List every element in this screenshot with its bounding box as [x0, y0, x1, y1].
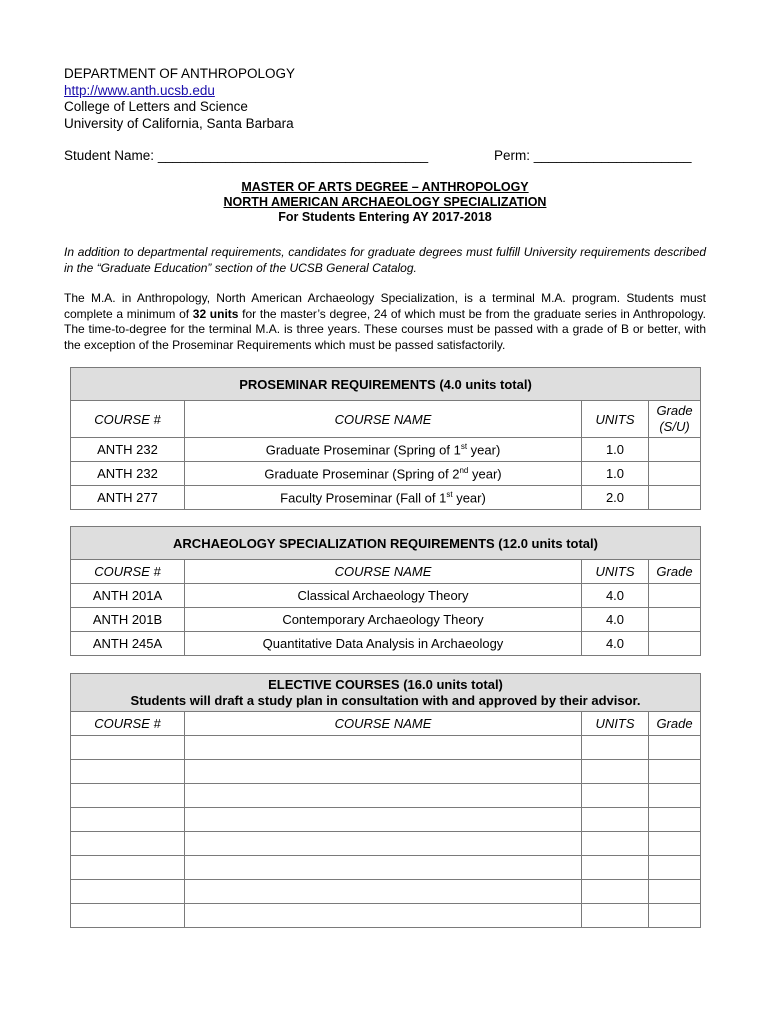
col-grade: Grade — [649, 712, 701, 736]
course-units: 1.0 — [582, 438, 649, 462]
col-course: COURSE # — [71, 560, 185, 584]
document-title — [64, 180, 706, 225]
elective-units-cell[interactable] — [582, 880, 649, 904]
elective-course-cell[interactable] — [71, 736, 185, 760]
course-units: 4.0 — [582, 584, 649, 608]
course-number: ANTH 277 — [71, 486, 185, 510]
table-row — [71, 486, 701, 510]
elective-name-cell[interactable] — [185, 832, 582, 856]
elective-grade-cell[interactable] — [649, 784, 701, 808]
col-course-name: COURSE NAME — [185, 401, 582, 438]
title-specialization: NORTH AMERICAN ARCHAEOLOGY SPECIALIZATION — [223, 195, 547, 209]
student-name-label: Student Name: — [64, 148, 155, 163]
col-course-name: COURSE NAME — [185, 712, 582, 736]
elective-course-cell[interactable] — [71, 856, 185, 880]
course-number: ANTH 245A — [71, 632, 185, 656]
col-grade: Grade — [649, 560, 701, 584]
elective-course-cell[interactable] — [71, 880, 185, 904]
university-name: University of California, Santa Barbara — [64, 115, 294, 131]
elective-grade-cell[interactable] — [649, 808, 701, 832]
course-units: 4.0 — [582, 608, 649, 632]
col-course: COURSE # — [71, 401, 185, 438]
elective-name-cell[interactable] — [185, 736, 582, 760]
elective-course-cell[interactable] — [71, 784, 185, 808]
elective-row — [71, 784, 701, 808]
elective-units-cell[interactable] — [582, 760, 649, 784]
elective-name-cell[interactable] — [185, 808, 582, 832]
elective-units-cell[interactable] — [582, 736, 649, 760]
elective-grade-cell[interactable] — [649, 880, 701, 904]
grade-cell[interactable] — [649, 486, 701, 510]
elective-grade-cell[interactable] — [649, 760, 701, 784]
elective-name-cell[interactable] — [185, 784, 582, 808]
col-units: UNITS — [582, 560, 649, 584]
col-course: COURSE # — [71, 712, 185, 736]
title-entering-year: For Students Entering AY 2017-2018 — [278, 210, 492, 224]
table-row — [71, 632, 701, 656]
archaeology-table — [70, 526, 701, 656]
perm-blank[interactable]: _____________________ — [533, 148, 692, 163]
table-row — [71, 608, 701, 632]
col-grade: Grade (S/U) — [649, 401, 701, 438]
perm-field[interactable] — [494, 148, 691, 163]
student-name-field[interactable] — [64, 148, 428, 163]
electives-title-line1: ELECTIVE COURSES (16.0 units total) — [268, 676, 503, 692]
course-number: ANTH 201B — [71, 608, 185, 632]
elective-row — [71, 760, 701, 784]
grade-cell[interactable] — [649, 608, 701, 632]
elective-row — [71, 880, 701, 904]
course-number: ANTH 232 — [71, 462, 185, 486]
course-name: Quantitative Data Analysis in Archaeology — [185, 632, 582, 656]
elective-units-cell[interactable] — [582, 808, 649, 832]
table-row — [71, 584, 701, 608]
grade-cell[interactable] — [649, 462, 701, 486]
elective-units-cell[interactable] — [582, 904, 649, 928]
elective-grade-cell[interactable] — [649, 856, 701, 880]
elective-row — [71, 736, 701, 760]
course-name: Faculty Proseminar (Fall of 1st year) — [185, 486, 582, 510]
course-units: 1.0 — [582, 462, 649, 486]
elective-course-cell[interactable] — [71, 760, 185, 784]
department-name: DEPARTMENT OF ANTHROPOLOGY — [64, 66, 296, 81]
col-units: UNITS — [582, 712, 649, 736]
elective-row — [71, 808, 701, 832]
course-name: Graduate Proseminar (Spring of 2nd year) — [185, 462, 582, 486]
min-units: 32 units — [192, 306, 239, 321]
col-course-name: COURSE NAME — [185, 560, 582, 584]
elective-name-cell[interactable] — [185, 880, 582, 904]
intro-paragraph: In addition to departmental requirements, candidates for graduate degrees must fulfill University requirements described in the “Graduate Education” section of the UCSB General Catalog. — [64, 245, 706, 275]
department-header — [64, 66, 295, 132]
elective-row — [71, 904, 701, 928]
table-row — [71, 462, 701, 486]
elective-course-cell[interactable] — [71, 808, 185, 832]
elective-row — [71, 832, 701, 856]
grade-cell[interactable] — [649, 584, 701, 608]
elective-grade-cell[interactable] — [649, 736, 701, 760]
course-units: 4.0 — [582, 632, 649, 656]
course-number: ANTH 232 — [71, 438, 185, 462]
elective-name-cell[interactable] — [185, 760, 582, 784]
table-row — [71, 438, 701, 462]
elective-units-cell[interactable] — [582, 832, 649, 856]
course-number: ANTH 201A — [71, 584, 185, 608]
grade-cell[interactable] — [649, 438, 701, 462]
col-units: UNITS — [582, 401, 649, 438]
electives-table — [70, 673, 701, 928]
proseminar-title: PROSEMINAR REQUIREMENTS (4.0 units total) — [71, 368, 701, 401]
college-name: College of Letters and Science — [64, 99, 248, 114]
elective-course-cell[interactable] — [71, 832, 185, 856]
department-url-link[interactable]: http://www.anth.ucsb.edu — [64, 82, 215, 98]
program-paragraph: The M.A. in Anthropology, North American Archaeology Specialization, is a terminal M.A. program. Students must complete a minimum of 32 units for the master’s degree, 24 of which must be from the graduate series in Anthropology. The time-to-degree for the terminal M.A. is three years. These courses must be passed with a grade of B or better, with the exception of the Proseminar Requirements which must be passed satisfactorily. — [64, 291, 706, 352]
elective-course-cell[interactable] — [71, 904, 185, 928]
course-name: Classical Archaeology Theory — [185, 584, 582, 608]
elective-grade-cell[interactable] — [649, 904, 701, 928]
electives-title-line2: Students will draft a study plan in consultation with and approved by their advisor. — [130, 692, 641, 708]
elective-name-cell[interactable] — [185, 856, 582, 880]
course-name: Graduate Proseminar (Spring of 1st year) — [185, 438, 582, 462]
elective-units-cell[interactable] — [582, 784, 649, 808]
student-name-blank[interactable]: ____________________________________ — [157, 148, 429, 163]
elective-name-cell[interactable] — [185, 904, 582, 928]
course-units: 2.0 — [582, 486, 649, 510]
course-name: Contemporary Archaeology Theory — [185, 608, 582, 632]
proseminar-table — [70, 367, 701, 510]
electives-title — [71, 674, 701, 712]
perm-label: Perm: — [494, 148, 531, 163]
elective-units-cell[interactable] — [582, 856, 649, 880]
archaeology-title: ARCHAEOLOGY SPECIALIZATION REQUIREMENTS (12.0 units total) — [71, 527, 701, 560]
grade-cell[interactable] — [649, 632, 701, 656]
elective-row — [71, 856, 701, 880]
elective-grade-cell[interactable] — [649, 832, 701, 856]
title-degree: MASTER OF ARTS DEGREE – ANTHROPOLOGY — [241, 180, 529, 194]
